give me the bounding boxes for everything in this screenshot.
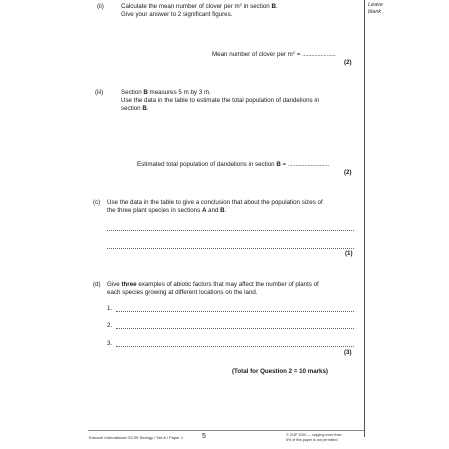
- question-total: (Total for Question 2 = 10 marks): [232, 368, 328, 375]
- question-ii-answer-line[interactable]: Mean number of clover per $m^2$ = ......................: [212, 50, 336, 58]
- footer-paper-title: Edexcel International GCSE Biology / Set A / Paper 1: [89, 435, 184, 440]
- page-number: 5: [202, 433, 206, 440]
- question-d-answer-line-1[interactable]: [116, 311, 354, 312]
- footer-copyright: © OUP 2020 — copying more than 5% of this paper is not permitted: [286, 433, 342, 442]
- question-c-line1: Use the data in the table to give a conclusion that about the population sizes of: [107, 199, 323, 206]
- question-d-marks: (3): [344, 349, 352, 356]
- question-ii-line2: Give your answer to 2 significant figures.: [121, 11, 233, 18]
- question-d-answer-line-2[interactable]: [116, 328, 354, 329]
- question-d-line1: Give three examples of abiotic factors that may affect the number of plants of: [107, 281, 319, 288]
- question-c-line2: the three plant species in sections A and B.: [107, 207, 227, 214]
- question-c-number: (c): [93, 199, 101, 206]
- question-iii-line2: Use the data in the table to estimate the total population of dandelions in: [121, 97, 320, 104]
- leave-blank-label: Leave blank: [368, 2, 383, 15]
- margin-rule: [364, 0, 365, 437]
- question-c-marks: (1): [345, 250, 353, 257]
- question-ii-number: (ii): [97, 3, 104, 10]
- question-d-item-2-label: 2.: [107, 322, 113, 329]
- question-d-number: (d): [93, 281, 101, 288]
- question-d-line2: each species growing at different locations on the land.: [107, 289, 258, 296]
- question-iii-line3: section B.: [121, 105, 149, 112]
- question-iii-answer-line[interactable]: Estimated total population of dandelions in section B = ...........................: [137, 161, 329, 168]
- question-iii-marks: (2): [344, 169, 352, 176]
- question-d-answer-line-3[interactable]: [116, 346, 354, 347]
- question-c-answer-line-2[interactable]: [107, 248, 354, 249]
- question-iii-line1: Section B measures 5 m by 3 m.: [121, 89, 211, 96]
- question-d-item-1-label: 1.: [107, 305, 113, 312]
- question-d-item-3-label: 3.: [107, 340, 113, 347]
- question-ii-line1: Calculate the mean number of clover per $m^2$ in section B.: [121, 2, 278, 10]
- footer-rule: [88, 430, 364, 431]
- question-iii-number: (iii): [95, 89, 104, 96]
- question-c-answer-line-1[interactable]: [107, 230, 354, 231]
- question-ii-marks: (2): [344, 59, 352, 66]
